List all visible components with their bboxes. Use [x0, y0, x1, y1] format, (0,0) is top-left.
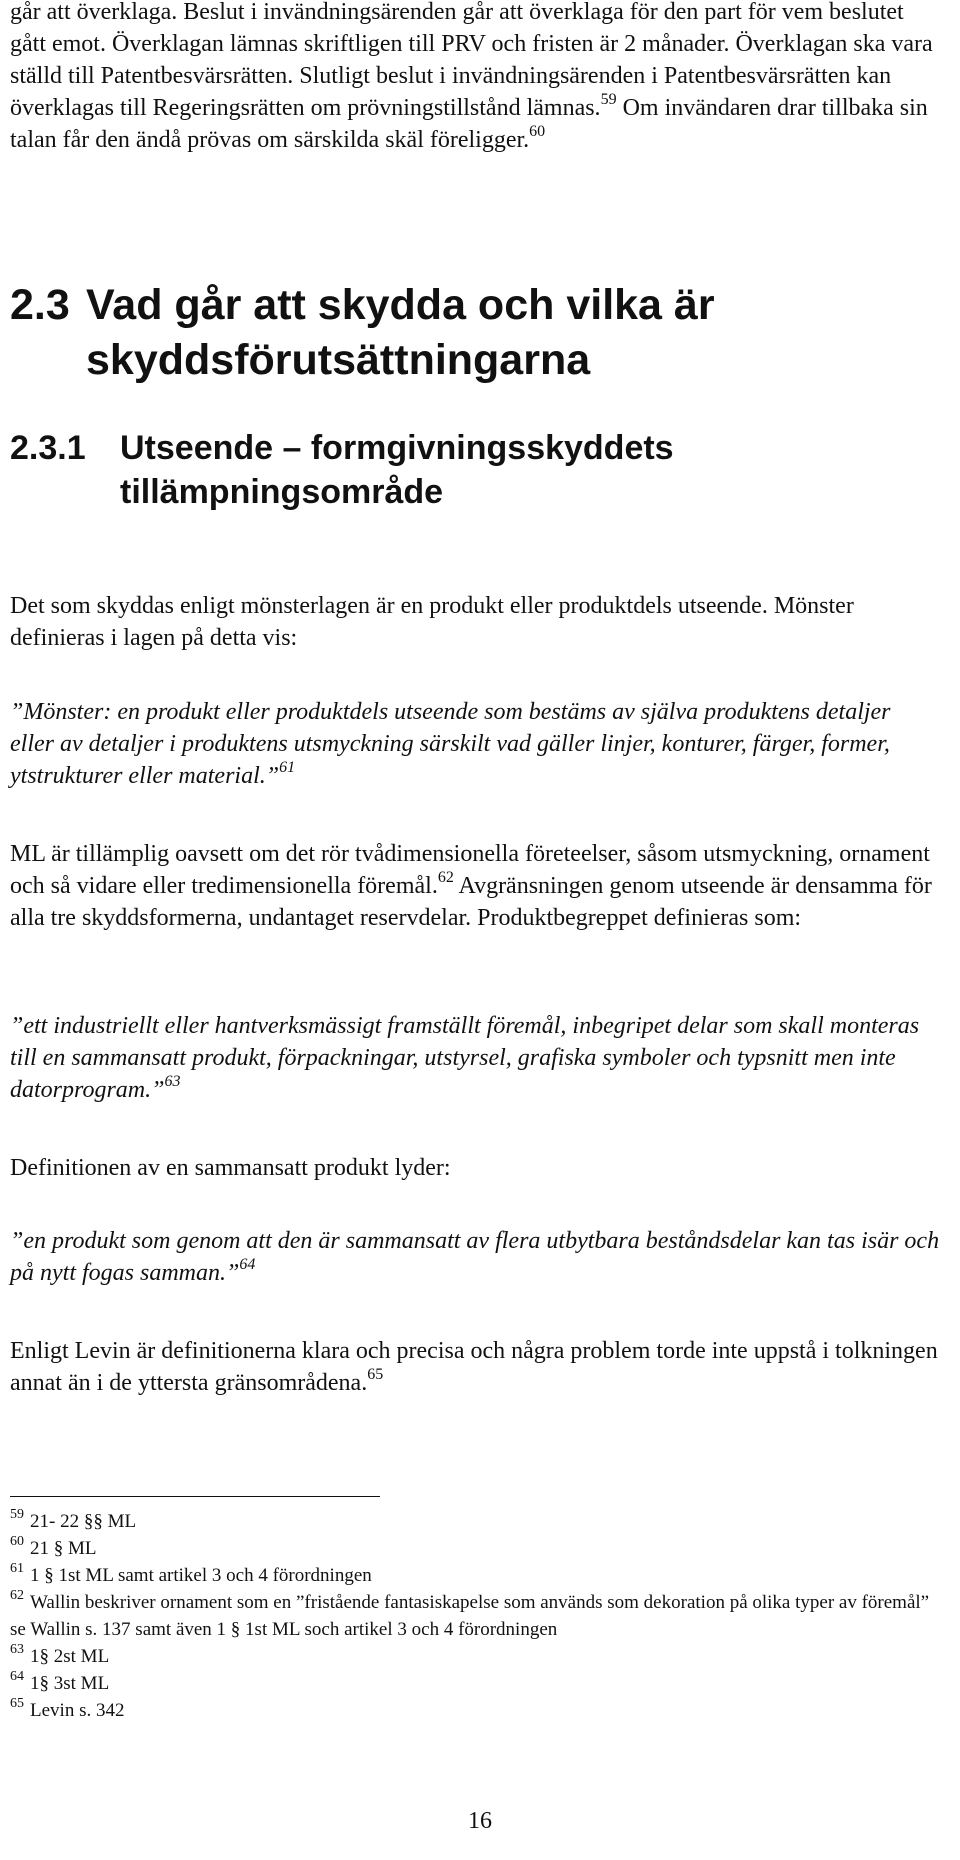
subsection-number: 2.3.1	[10, 429, 86, 467]
footnote-65	[10, 1697, 940, 1724]
footnote-marker: 62	[10, 1587, 24, 1603]
intro-text-2: Om invändaren drar tillbaka sin talan får den ändå prövas om särskilda skäl föreligger.	[10, 95, 928, 153]
section-title: Vad går att skydda och vilka är skyddsförutsättningarna	[86, 281, 715, 384]
quote-3-text: ”en produkt som genom att den är sammansatt av flera utbytbara beståndsdelar kan tas isär och på nytt fogas samman.”	[10, 1228, 940, 1286]
paragraph-2-text: ML är tillämplig oavsett om det rör tvådimensionella företeelser, såsom utsmyckning, ornament och så vidare eller tredimensionella föremål.	[10, 841, 930, 899]
quote-monster-definition	[10, 696, 940, 792]
paragraph-3: Definitionen av en sammansatt produkt lyder:	[10, 1155, 451, 1181]
paragraph-4-text: Enligt Levin är definitionerna klara och precisa och några problem torde inte uppstå i tolkningen annat än i de yttersta gränsområdena.	[10, 1338, 938, 1396]
paragraph-1: Det som skyddas enligt mönsterlagen är en produkt eller produktdels utseende. Mönster definieras i lagen på detta vis:	[10, 593, 854, 651]
footnote-63	[10, 1643, 940, 1670]
footnote-marker: 60	[10, 1533, 24, 1549]
footnote-text: Wallin beskriver ornament som en ”fristående fantasiskapelse som används som dekoration på olika typer av föremål” se Wallin s. 137 samt även 1 § 1st ML soch artikel 3 och 4 förordningen	[10, 1592, 930, 1640]
subsection-title: Utseende – formgivningsskyddets tillämpningsområde	[120, 429, 674, 511]
footnote-text: 1 § 1st ML samt artikel 3 och 4 förordningen	[30, 1565, 372, 1586]
quote-1-text: ”Mönster: en produkt eller produktdels utseende som bestäms av själva produktens detaljer eller av detaljer i produktens utsmyckning särskilt vad gäller linjer, konturer, färger, former, ytstrukturer eller material.”	[10, 699, 891, 789]
footnote-62	[10, 1589, 940, 1643]
intro-paragraph	[10, 0, 940, 156]
section-number: 2.3	[10, 281, 70, 329]
paragraph-4	[10, 1335, 940, 1399]
footnote-text: 1§ 3st ML	[30, 1673, 110, 1694]
section-heading-2-3	[10, 278, 940, 388]
footnote-marker: 59	[10, 1506, 24, 1522]
footnote-59	[10, 1508, 940, 1535]
footnote-ref-63[interactable]: 63	[164, 1073, 181, 1090]
footnote-ref-61[interactable]: 61	[279, 759, 296, 776]
footnote-64	[10, 1670, 940, 1697]
footnote-60	[10, 1535, 940, 1562]
footnote-marker: 63	[10, 1641, 24, 1657]
footnote-ref-62[interactable]: 62	[437, 869, 454, 886]
intro-text: går att överklaga. Beslut i invändningsärenden går att överklaga för den part för vem beslutet gått emot. Överklagan lämnas skriftligen till PRV och fristen är 2 månader. Överklagan ska vara ställd till Patentbesvärsrätten. Slutligt beslut i invändningsärenden i Patentbesvärsrätten kan överklagas till Regeringsrätten om prövningstillstånd lämnas.	[10, 0, 933, 121]
quote-produkt-definition	[10, 1010, 940, 1106]
footnotes	[10, 1508, 940, 1724]
footnote-text: 21- 22 §§ ML	[30, 1511, 137, 1532]
footnote-ref-65[interactable]: 65	[367, 1366, 384, 1383]
footnote-marker: 61	[10, 1560, 24, 1576]
footnote-ref-60[interactable]: 60	[529, 123, 546, 140]
footnote-61	[10, 1562, 940, 1589]
footnote-ref-64[interactable]: 64	[239, 1256, 256, 1273]
paragraph-2-text-2: Avgränsningen genom utseende är densamma för alla tre skyddsformerna, undantaget reservdelar. Produktbegreppet definieras som:	[10, 873, 932, 931]
footnote-marker: 65	[10, 1695, 24, 1711]
footnote-text: 21 § ML	[30, 1538, 97, 1559]
footnote-ref-59[interactable]: 59	[600, 91, 617, 108]
quote-2-text: ”ett industriellt eller hantverksmässigt framställt föremål, inbegripet delar som skall monteras till en sammansatt produkt, förpackningar, utstyrsel, grafiska symboler och typsnitt men inte datorprogram.”	[10, 1013, 920, 1103]
quote-sammansatt-produkt	[10, 1225, 940, 1289]
section-heading-2-3-1	[10, 426, 940, 514]
footnote-text: Levin s. 342	[30, 1700, 125, 1721]
page-number: 16	[468, 1808, 492, 1834]
footnote-text: 1§ 2st ML	[30, 1646, 110, 1667]
paragraph-2	[10, 838, 940, 934]
footnote-marker: 64	[10, 1668, 24, 1684]
footnote-separator	[10, 1496, 380, 1497]
